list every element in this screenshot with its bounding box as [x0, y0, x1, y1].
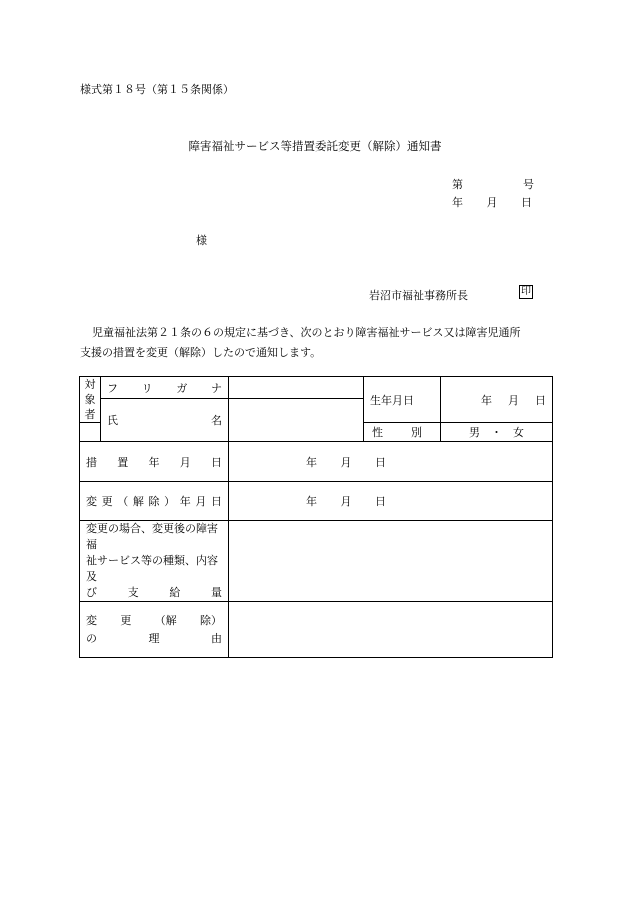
issue-year: 年 [452, 196, 463, 209]
measure-date-field[interactable] [229, 442, 553, 482]
name-label: 氏 名 [107, 414, 222, 427]
change-date-value: 年 月 日 [306, 495, 386, 508]
number-prefix: 第 [452, 178, 463, 191]
form-number: 様式第１８号（第１５条関係） [80, 83, 234, 96]
subject-label-cell [80, 377, 101, 423]
birthdate-label: 生年月日 [370, 393, 414, 407]
furigana-label-cell [101, 377, 229, 399]
birthdate-label-cell [364, 377, 441, 423]
birthdate-value: 年 月 日 [481, 393, 546, 407]
gender-field[interactable] [441, 423, 553, 442]
issue-date [452, 194, 532, 210]
change-date-label: 変 更 （ 解 除 ） 年 月 日 [86, 495, 222, 508]
seal-stamp: 印 [521, 286, 531, 297]
furigana-label: フ リ ガ ナ [107, 381, 222, 395]
measure-date-value: 年 月 日 [306, 455, 386, 469]
after-change-label-cell [80, 521, 229, 602]
birthdate-field[interactable] [441, 377, 553, 423]
reference-number [452, 176, 534, 192]
gender-label-cell [364, 423, 441, 442]
subject-label-bottom [80, 423, 101, 442]
measure-date-label-cell [80, 442, 229, 482]
notification-form-table [79, 376, 553, 658]
name-field[interactable] [229, 399, 364, 442]
body-text-line-2: 支援の措置を変更（解除）したので通知します。 [80, 346, 322, 359]
document-title: 障害福祉サービス等措置委託変更（解除）通知書 [188, 139, 442, 153]
after-change-label: 変更の場合、変更後の障害福 祉サービス等の種類、内容及 び 支 給 量 [86, 522, 222, 599]
reason-label: 変 更 （解 除） の 理 由 [86, 613, 222, 645]
gender-options: 男 ・ 女 [469, 426, 524, 439]
measure-date-label: 措 置 年 月 日 [86, 455, 222, 469]
body-text-line-1: 児童福祉法第２１条の６の規定に基づき、次のとおり障害福祉サービス又は障害児通所 [92, 326, 521, 339]
change-date-field[interactable] [229, 482, 553, 521]
subject-label: 対 象 者 [84, 378, 96, 421]
issue-month: 月 [486, 196, 498, 209]
issue-day: 日 [521, 196, 532, 209]
reason-field[interactable] [229, 602, 553, 658]
name-label-cell [101, 399, 229, 442]
issuer-name: 岩沼市福祉事務所長 [369, 289, 468, 302]
change-date-label-cell [80, 482, 229, 521]
reason-label-cell [80, 602, 229, 658]
gender-label: 性 別 [372, 426, 422, 439]
number-suffix: 号 [523, 178, 534, 191]
furigana-field[interactable] [229, 377, 364, 399]
after-change-field[interactable] [229, 521, 553, 602]
addressee-honorific: 様 [196, 234, 207, 247]
